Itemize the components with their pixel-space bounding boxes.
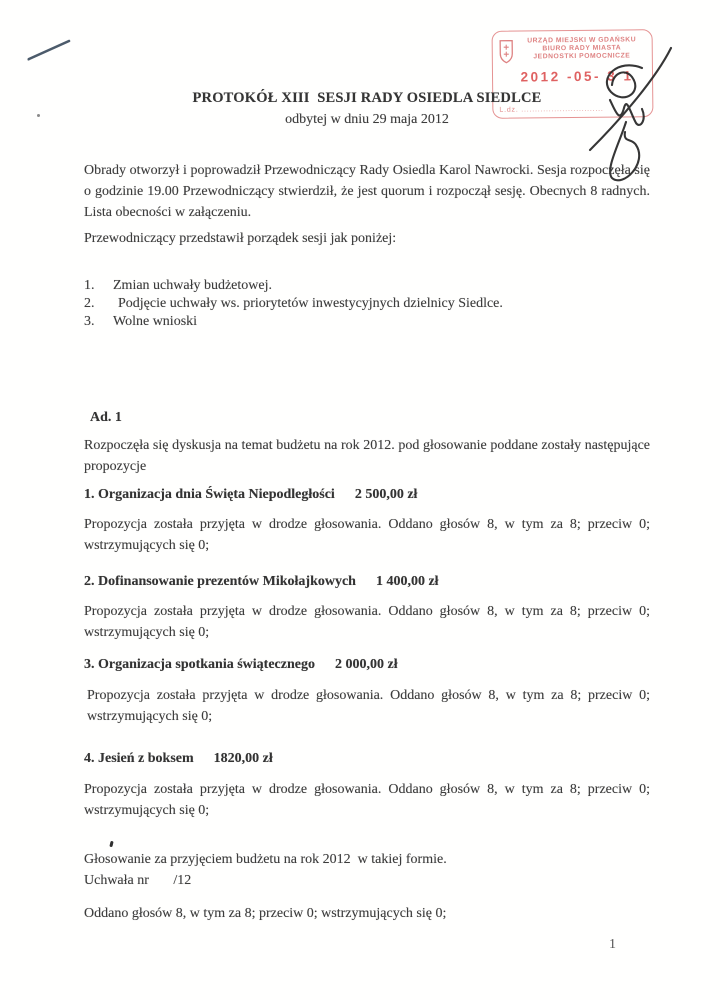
page-number: 1	[609, 937, 616, 952]
section-label-ad1: Ad. 1	[90, 410, 122, 425]
agenda-list	[84, 277, 650, 331]
budget-item-heading	[84, 571, 650, 592]
budget-item-title: 2. Dofinansowanie prezentów Mikołajkowych	[84, 574, 356, 589]
stamp-line-1: URZĄD MIEJSKI W GDAŃSKU	[527, 36, 637, 45]
vote-result-paragraph: Propozycja została przyjęta w drodze głosowania. Oddano głosów 8, w tym za 8; przeciw 0; wstrzymujących się 0;	[84, 782, 650, 818]
gdansk-crest-icon	[498, 38, 515, 66]
budget-item-title: 4. Jesień z boksem	[84, 751, 194, 766]
budget-item-amount: 1 400,00 zł	[375, 574, 439, 589]
agenda-item-number: 1.	[84, 278, 95, 293]
budget-item-heading	[84, 748, 650, 769]
agenda-item-number: 2.	[84, 296, 95, 311]
budget-item-title: 1. Organizacja dnia Święta Niepodległości	[84, 487, 335, 502]
budget-item-heading	[84, 484, 650, 505]
agenda-item	[84, 277, 650, 295]
agenda-intro: Przewodniczący przedstawił porządek sesji jak poniżej:	[84, 231, 397, 246]
ad1-intro-paragraph: Rozpoczęła się dyskusja na temat budżetu na rok 2012. pod głosowanie poddane zostały następujące propozycje	[84, 438, 650, 474]
stamp-date: 2012 -05- 3 1	[520, 68, 634, 85]
stamp-line-2: BIURO RADY MIASTA	[542, 44, 622, 53]
agenda-item	[84, 313, 650, 331]
ink-dot	[37, 114, 40, 117]
agenda-item-text: Zmian uchwały budżetowej.	[113, 278, 273, 293]
agenda-item-text: Wolne wnioski	[113, 314, 198, 329]
opening-paragraph: Obrady otworzył i poprowadził Przewodniczący Rady Osiedla Karol Nawrocki. Sesja rozpoczęła się o godzinie 19.00 Przewodniczący stwierdził, że jest quorum i rozpoczął sesję. Obecnych 8 radnych. Lista obecności w załączeniu.	[84, 163, 650, 220]
vote-result-paragraph: Propozycja została przyjęta w drodze głosowania. Oddano głosów 8, w tym za 8; przeciw 0; wstrzymujących się 0;	[84, 517, 650, 553]
agenda-item-number: 3.	[84, 314, 95, 329]
budget-item-amount: 2 500,00 zł	[354, 487, 418, 502]
document-title: PROTOKÓŁ XIII SESJI RADY OSIEDLA SIEDLCE	[192, 90, 542, 106]
document-subtitle: odbytej w dniu 29 maja 2012	[285, 112, 449, 127]
resolution-number-line: Uchwała nr /12	[84, 873, 192, 888]
stamp-ldz-line: L.dz. ..............................	[499, 105, 604, 114]
budget-vote-line: Głosowanie za przyjęciem budżetu na rok 2012 w takiej formie.	[84, 852, 447, 867]
stamp-line-3: JEDNOSTKI POMOCNICZE	[533, 52, 631, 61]
budget-item-heading	[84, 654, 650, 675]
document-body	[84, 88, 650, 924]
budget-item-amount: 1820,00 zł	[213, 751, 273, 766]
vote-result-paragraph: Propozycja została przyjęta w drodze głosowania. Oddano głosów 8, w tym za 8; przeciw 0; wstrzymujących się 0;	[87, 688, 650, 724]
final-vote-line: Oddano głosów 8, w tym za 8; przeciw 0; wstrzymujących się 0;	[84, 906, 447, 921]
stamp-office-lines	[517, 36, 647, 61]
agenda-item-text: Podjęcie uchwały ws. priorytetów inwestycyjnych dzielnicy Siedlce.	[118, 296, 503, 311]
budget-item-title: 3. Organizacja spotkania świątecznego	[84, 657, 315, 672]
agenda-item	[84, 295, 650, 313]
pen-mark-icon	[26, 38, 72, 62]
vote-result-paragraph: Propozycja została przyjęta w drodze głosowania. Oddano głosów 8, w tym za 8; przeciw 0; wstrzymujących się 0;	[84, 604, 650, 640]
budget-item-amount: 2 000,00 zł	[334, 657, 398, 672]
